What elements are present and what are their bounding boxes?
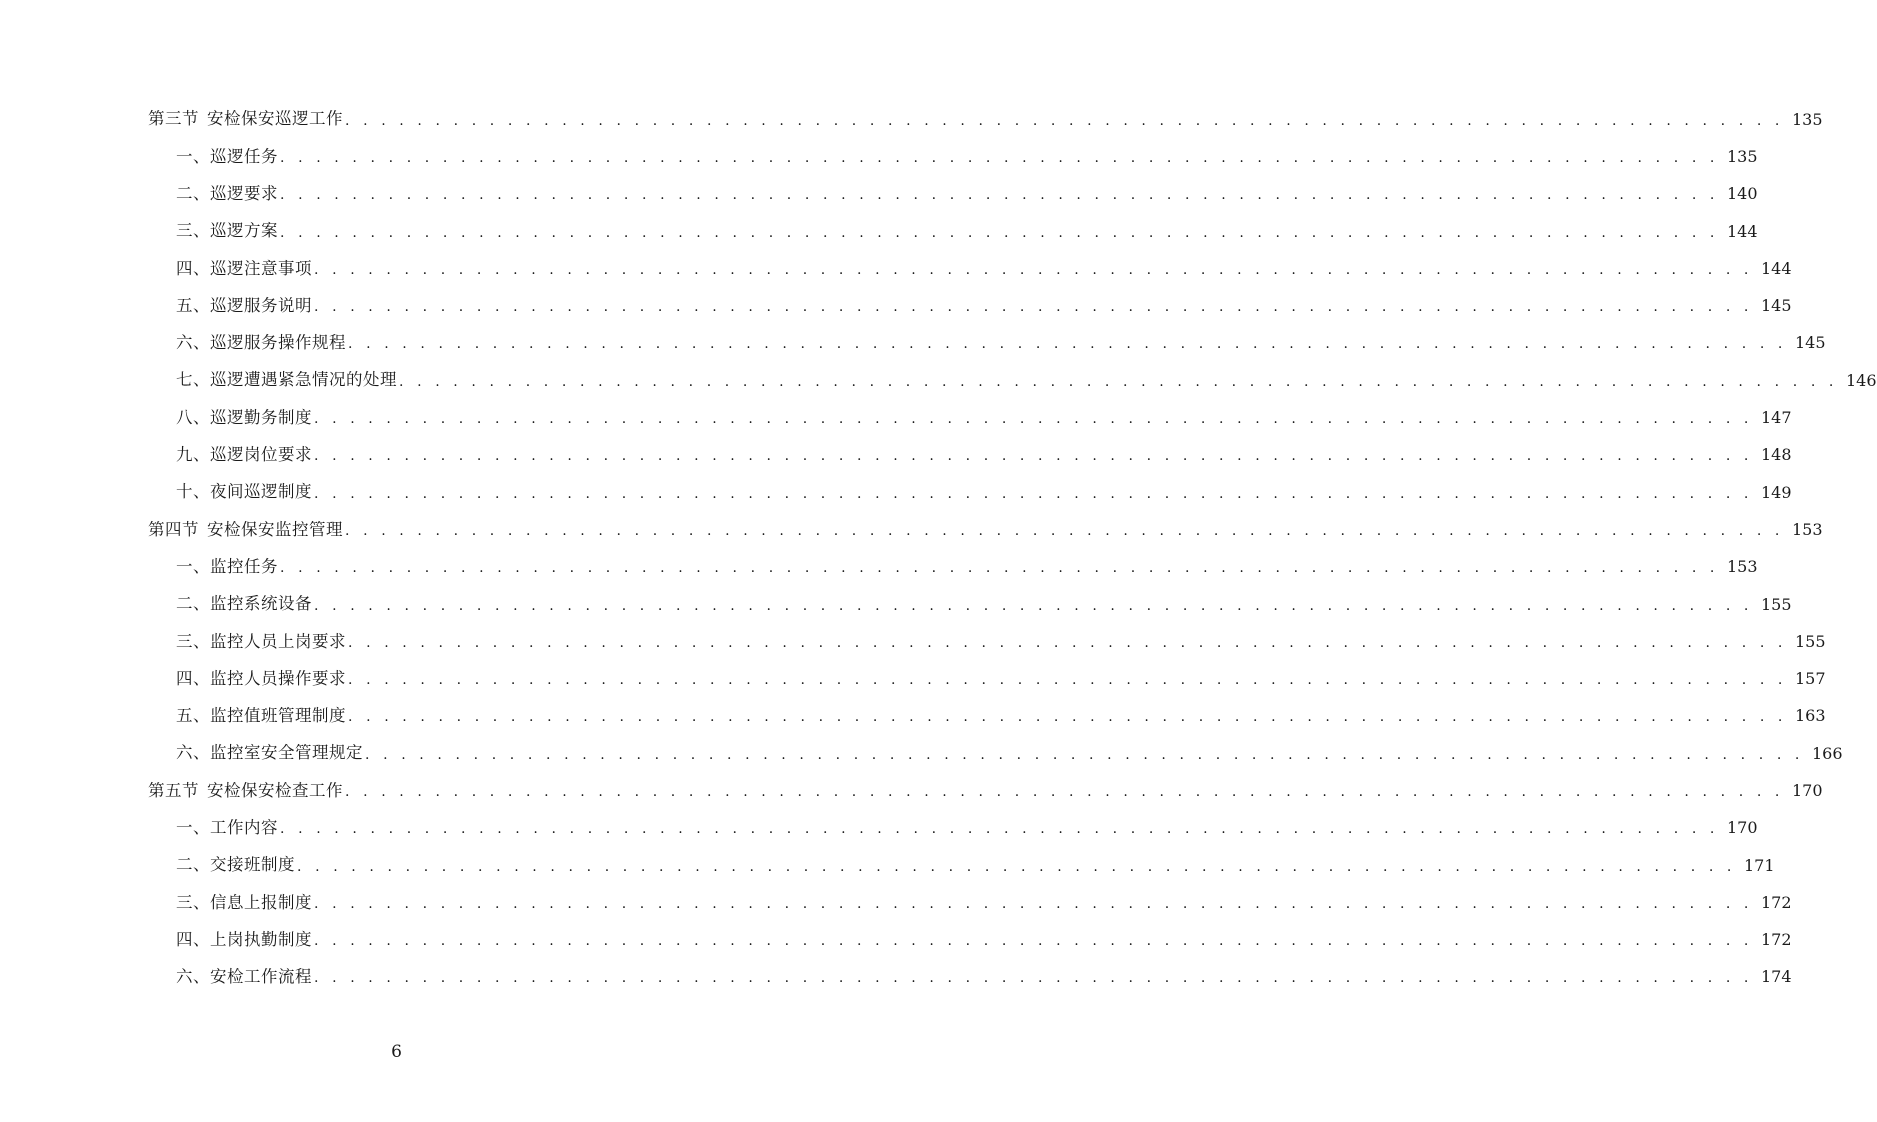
toc-entry bbox=[0, 892, 1792, 912]
toc-entry-title: 五、巡逻服务说明 bbox=[176, 295, 312, 315]
toc-page-number: 147 bbox=[1760, 408, 1792, 428]
toc-item-row[interactable] bbox=[0, 325, 1826, 362]
toc-entry bbox=[0, 780, 1823, 800]
toc-entry bbox=[0, 221, 1758, 241]
dot-leader: . . . . . . . . . . . . . . . . . . . . . . . . . . . . . . . . . . . . . . . . . . . . . . . . . . . . . . . . . . . . . . . . . . . . . . . . . . . . . . . . bbox=[345, 783, 1784, 800]
toc-page-number: 149 bbox=[1760, 482, 1792, 502]
toc-entry-title: 七、巡逻遭遇紧急情况的处理 bbox=[176, 370, 397, 390]
toc-entry-title: 三、监控人员上岗要求 bbox=[176, 631, 346, 651]
toc-item-row[interactable] bbox=[0, 623, 1826, 660]
dot-leader: . . . . . . . . . . . . . . . . . . . . . . . . . . . . . . . . . . . . . . . . . . . . . . . . . . . . . . . . . . . . . . . . . . . . . . . . . . . . . . . . bbox=[280, 187, 1719, 204]
toc-entry bbox=[0, 482, 1792, 502]
toc-item-row[interactable] bbox=[0, 437, 1792, 474]
toc-entry bbox=[0, 855, 1775, 875]
toc-page-number: 172 bbox=[1760, 892, 1792, 912]
toc-entry-title: 二、巡逻要求 bbox=[176, 183, 278, 203]
toc-entry-title bbox=[148, 111, 343, 128]
toc-entry-title: 二、监控系统设备 bbox=[176, 594, 312, 614]
toc-item-row[interactable] bbox=[0, 660, 1826, 697]
toc-item-row[interactable] bbox=[0, 586, 1792, 623]
dot-leader: . . . . . . . . . . . . . . . . . . . . . . . . . . . . . . . . . . . . . . . . . . . . . . . . . . . . . . . . . . . . . . . . . . . . . . . . . . . . . . . . bbox=[348, 709, 1787, 726]
toc-entry-title: 六、安检工作流程 bbox=[176, 967, 312, 987]
dot-leader: . . . . . . . . . . . . . . . . . . . . . . . . . . . . . . . . . . . . . . . . . . . . . . . . . . . . . . . . . . . . . . . . . . . . . . . . . . . . . . . . bbox=[314, 970, 1753, 987]
toc-item-row[interactable] bbox=[0, 959, 1792, 996]
toc-entry bbox=[0, 929, 1792, 950]
toc-section-number: 第三节 bbox=[148, 109, 199, 129]
toc-section-row[interactable] bbox=[0, 511, 1823, 548]
toc-item-row[interactable] bbox=[0, 287, 1792, 324]
toc-item-row[interactable] bbox=[0, 735, 1843, 772]
toc-entry bbox=[0, 146, 1758, 166]
toc-page-number: 166 bbox=[1811, 743, 1843, 763]
toc-entry-title: 三、信息上报制度 bbox=[176, 892, 312, 912]
toc-entry-title: 四、监控人员操作要求 bbox=[176, 668, 346, 688]
toc-section-row[interactable] bbox=[0, 772, 1823, 809]
toc-page-number: 170 bbox=[1791, 780, 1823, 800]
toc-entry bbox=[0, 631, 1826, 651]
toc-entry bbox=[0, 519, 1823, 539]
toc-entry-title: 一、巡逻任务 bbox=[176, 146, 278, 166]
dot-leader: . . . . . . . . . . . . . . . . . . . . . . . . . . . . . . . . . . . . . . . . . . . . . . . . . . . . . . . . . . . . . . . . . . . . . . . . . . . . . . . . bbox=[345, 522, 1784, 539]
dot-leader: . . . . . . . . . . . . . . . . . . . . . . . . . . . . . . . . . . . . . . . . . . . . . . . . . . . . . . . . . . . . . . . . . . . . . . . . . . . . . . . . bbox=[348, 336, 1787, 353]
toc-page-number: 153 bbox=[1726, 557, 1758, 577]
page-number: 6 bbox=[391, 1042, 402, 1062]
dot-leader: . . . . . . . . . . . . . . . . . . . . . . . . . . . . . . . . . . . . . . . . . . . . . . . . . . . . . . . . . . . . . . . . . . . . . . . . . . . . . . . . bbox=[314, 448, 1753, 465]
toc-entry bbox=[0, 370, 1877, 390]
toc-entry bbox=[0, 706, 1826, 726]
dot-leader: . . . . . . . . . . . . . . . . . . . . . . . . . . . . . . . . . . . . . . . . . . . . . . . . . . . . . . . . . . . . . . . . . . . . . . . . . . . . . . . . bbox=[314, 411, 1753, 428]
toc-page-number: 135 bbox=[1726, 146, 1758, 166]
toc-entry-title: 一、工作内容 bbox=[176, 818, 278, 838]
dot-leader: . . . . . . . . . . . . . . . . . . . . . . . . . . . . . . . . . . . . . . . . . . . . . . . . . . . . . . . . . . . . . . . . . . . . . . . . . . . . . . . . bbox=[314, 895, 1753, 912]
dot-leader: . . . . . . . . . . . . . . . . . . . . . . . . . . . . . . . . . . . . . . . . . . . . . . . . . . . . . . . . . . . . . . . . . . . . . . . . . . . . . . . . bbox=[280, 224, 1719, 241]
toc-entry bbox=[0, 333, 1826, 353]
toc-entry-title bbox=[148, 780, 343, 800]
dot-leader: . . . . . . . . . . . . . . . . . . . . . . . . . . . . . . . . . . . . . . . . . . . . . . . . . . . . . . . . . . . . . . . . . . . . . . . . . . . . . . . . bbox=[314, 933, 1753, 950]
toc-item-row[interactable] bbox=[0, 176, 1758, 213]
toc-page-number: 148 bbox=[1760, 445, 1792, 465]
dot-leader: . . . . . . . . . . . . . . . . . . . . . . . . . . . . . . . . . . . . . . . . . . . . . . . . . . . . . . . . . . . . . . . . . . . . . . . . . . . . . . . . bbox=[280, 560, 1719, 577]
toc-item-row[interactable] bbox=[0, 922, 1792, 959]
toc-entry-title bbox=[148, 519, 343, 539]
toc-entry-title: 二、交接班制度 bbox=[176, 855, 295, 875]
toc-entry-title: 四、上岗执勤制度 bbox=[176, 929, 312, 949]
toc-entry bbox=[0, 445, 1792, 465]
toc-entry-title: 八、巡逻勤务制度 bbox=[176, 407, 312, 427]
toc-page-number: 145 bbox=[1794, 333, 1826, 353]
toc-page-number: 170 bbox=[1726, 818, 1758, 838]
table-of-contents bbox=[0, 101, 1877, 996]
toc-entry-title: 六、监控室安全管理规定 bbox=[176, 743, 363, 763]
toc-item-row[interactable] bbox=[0, 549, 1758, 586]
toc-entry-title: 六、巡逻服务操作规程 bbox=[176, 333, 346, 353]
dot-leader: . . . . . . . . . . . . . . . . . . . . . . . . . . . . . . . . . . . . . . . . . . . . . . . . . . . . . . . . . . . . . . . . . . . . . . . . . . . . . . . . bbox=[314, 261, 1753, 278]
dot-leader: . . . . . . . . . . . . . . . . . . . . . . . . . . . . . . . . . . . . . . . . . . . . . . . . . . . . . . . . . . . . . . . . . . . . . . . . . . . . . . . . bbox=[297, 858, 1736, 875]
toc-entry bbox=[0, 743, 1843, 763]
toc-page-number: 144 bbox=[1760, 258, 1792, 278]
toc-section-number: 第五节 bbox=[148, 780, 199, 800]
toc-entry bbox=[0, 109, 1823, 129]
toc-entry-title: 五、监控值班管理制度 bbox=[176, 706, 346, 726]
toc-item-row[interactable] bbox=[0, 847, 1775, 884]
toc-page-number: 157 bbox=[1794, 669, 1826, 689]
dot-leader: . . . . . . . . . . . . . . . . . . . . . . . . . . . . . . . . . . . . . . . . . . . . . . . . . . . . . . . . . . . . . . . . . . . . . . . . . . . . . . . . bbox=[345, 112, 1784, 129]
toc-page-number: 146 bbox=[1845, 370, 1877, 390]
dot-leader: . . . . . . . . . . . . . . . . . . . . . . . . . . . . . . . . . . . . . . . . . . . . . . . . . . . . . . . . . . . . . . . . . . . . . . . . . . . . . . . . bbox=[280, 821, 1719, 838]
dot-leader: . . . . . . . . . . . . . . . . . . . . . . . . . . . . . . . . . . . . . . . . . . . . . . . . . . . . . . . . . . . . . . . . . . . . . . . . . . . . . . . . bbox=[314, 485, 1753, 502]
toc-section-number: 第四节 bbox=[148, 519, 199, 539]
toc-page-number: 163 bbox=[1794, 706, 1826, 726]
toc-item-row[interactable] bbox=[0, 884, 1792, 921]
toc-item-row[interactable] bbox=[0, 810, 1758, 847]
toc-entry-title: 四、巡逻注意事项 bbox=[176, 258, 312, 278]
toc-page-number: 172 bbox=[1760, 930, 1792, 950]
toc-item-row[interactable] bbox=[0, 362, 1877, 399]
toc-item-row[interactable] bbox=[0, 250, 1792, 287]
toc-page-number: 145 bbox=[1760, 296, 1792, 316]
toc-item-row[interactable] bbox=[0, 213, 1758, 250]
dot-leader: . . . . . . . . . . . . . . . . . . . . . . . . . . . . . . . . . . . . . . . . . . . . . . . . . . . . . . . . . . . . . . . . . . . . . . . . . . . . . . . . bbox=[280, 149, 1719, 166]
toc-section-title: 安检保安巡逻工作 bbox=[207, 109, 343, 129]
toc-entry bbox=[0, 594, 1792, 614]
toc-entry bbox=[0, 258, 1792, 278]
toc-page-number: 155 bbox=[1794, 631, 1826, 651]
dot-leader: . . . . . . . . . . . . . . . . . . . . . . . . . . . . . . . . . . . . . . . . . . . . . . . . . . . . . . . . . . . . . . . . . . . . . . . . . . . . . . . . bbox=[348, 672, 1787, 689]
toc-item-row[interactable] bbox=[0, 399, 1792, 436]
dot-leader: . . . . . . . . . . . . . . . . . . . . . . . . . . . . . . . . . . . . . . . . . . . . . . . . . . . . . . . . . . . . . . . . . . . . . . . . . . . . . . . . bbox=[314, 299, 1753, 316]
toc-entry bbox=[0, 407, 1792, 428]
toc-section-title: 安检保安监控管理 bbox=[207, 519, 343, 539]
toc-entry-title: 三、巡逻方案 bbox=[176, 221, 278, 241]
toc-item-row[interactable] bbox=[0, 138, 1758, 175]
dot-leader: . . . . . . . . . . . . . . . . . . . . . . . . . . . . . . . . . . . . . . . . . . . . . . . . . . . . . . . . . . . . . . . . . . . . . . . . . . . . . . . . bbox=[348, 634, 1787, 651]
dot-leader: . . . . . . . . . . . . . . . . . . . . . . . . . . . . . . . . . . . . . . . . . . . . . . . . . . . . . . . . . . . . . . . . . . . . . . . . . . . . . . . . bbox=[399, 373, 1838, 390]
toc-entry-title: 九、巡逻岗位要求 bbox=[176, 445, 312, 465]
toc-entry bbox=[0, 668, 1826, 689]
toc-section-row[interactable] bbox=[0, 101, 1823, 138]
toc-item-row[interactable] bbox=[0, 474, 1792, 511]
dot-leader: . . . . . . . . . . . . . . . . . . . . . . . . . . . . . . . . . . . . . . . . . . . . . . . . . . . . . . . . . . . . . . . . . . . . . . . . . . . . . . . . bbox=[314, 597, 1753, 614]
toc-page-number: 140 bbox=[1726, 184, 1758, 204]
toc-entry bbox=[0, 967, 1792, 987]
toc-page-number: 155 bbox=[1760, 594, 1792, 614]
toc-item-row[interactable] bbox=[0, 698, 1826, 735]
toc-page-number: 153 bbox=[1791, 519, 1823, 539]
toc-page-number: 174 bbox=[1760, 967, 1792, 987]
toc-page-number: 144 bbox=[1726, 221, 1758, 241]
toc-entry bbox=[0, 183, 1758, 204]
toc-entry bbox=[0, 818, 1758, 838]
dot-leader: . . . . . . . . . . . . . . . . . . . . . . . . . . . . . . . . . . . . . . . . . . . . . . . . . . . . . . . . . . . . . . . . . . . . . . . . . . . . . . . . bbox=[365, 746, 1804, 763]
toc-page-number: 135 bbox=[1791, 109, 1823, 129]
toc-entry bbox=[0, 295, 1792, 316]
toc-entry-title: 一、监控任务 bbox=[176, 556, 278, 576]
toc-section-title: 安检保安检查工作 bbox=[207, 780, 343, 800]
toc-entry-title: 十、夜间巡逻制度 bbox=[176, 482, 312, 502]
toc-entry bbox=[0, 556, 1758, 577]
toc-page-number: 171 bbox=[1743, 855, 1775, 875]
